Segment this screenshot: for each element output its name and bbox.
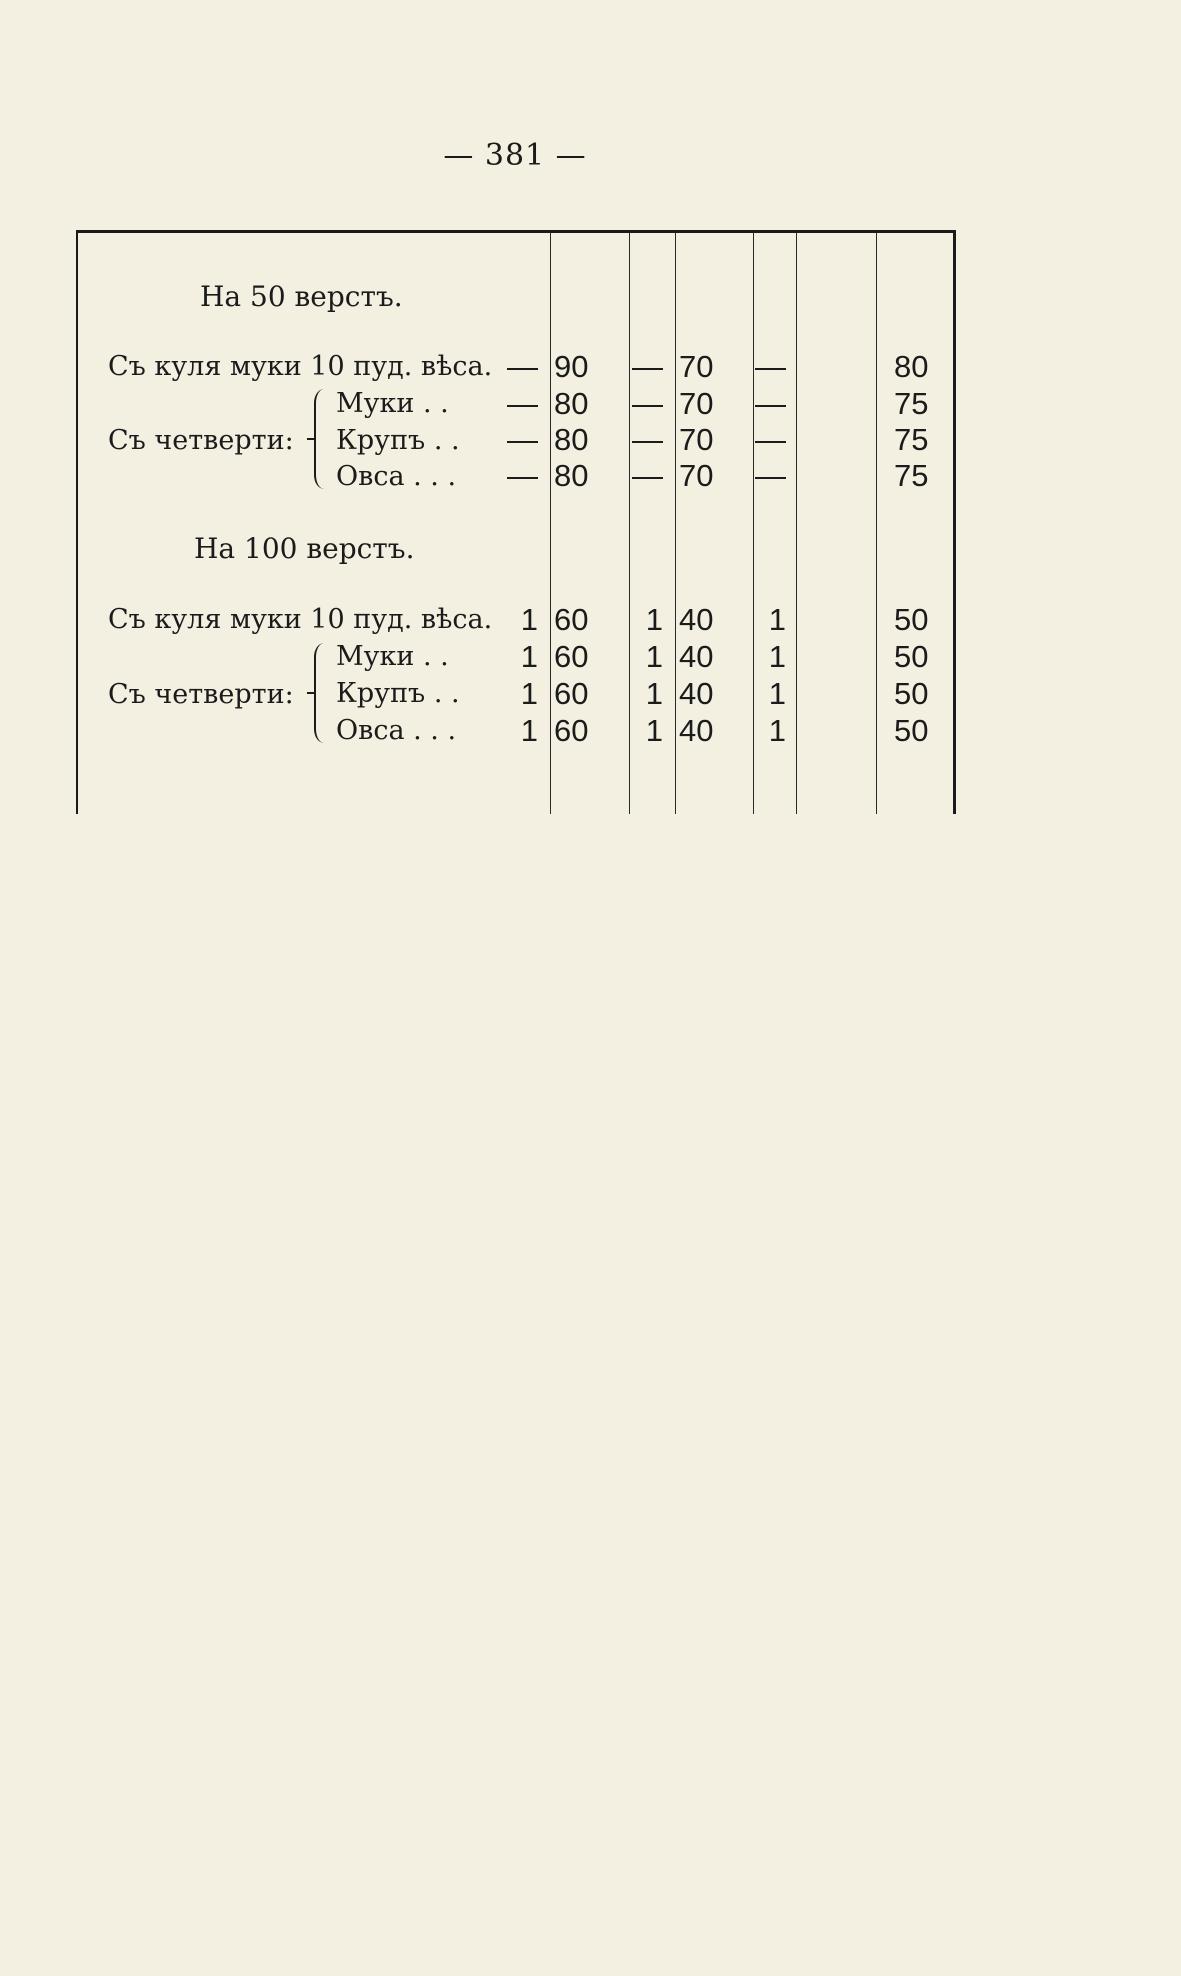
- table-cell: 1: [520, 602, 538, 637]
- section-title: На 100 верстъ.: [194, 532, 415, 565]
- table-cell: 1: [768, 639, 786, 674]
- price-table: [76, 230, 956, 814]
- table-cell: —: [632, 458, 663, 493]
- row-label: Овса . . .: [336, 715, 457, 746]
- table-cell: 80: [554, 422, 589, 457]
- table-cell: 75: [894, 458, 929, 493]
- table-cell: —: [755, 349, 786, 384]
- table-cell: 1: [520, 639, 538, 674]
- table-cell: 1: [645, 602, 663, 637]
- table-cell: —: [507, 349, 538, 384]
- table-cell: 70: [679, 386, 714, 421]
- page-number: — 381 —: [443, 138, 587, 173]
- table-cell: 80: [894, 349, 929, 384]
- table-cell: 80: [554, 458, 589, 493]
- table-cell: 1: [520, 713, 538, 748]
- column-divider: [550, 233, 551, 814]
- table-cell: 40: [679, 602, 714, 637]
- table-cell: 1: [768, 713, 786, 748]
- table-cell: —: [632, 349, 663, 384]
- group-brace: [314, 643, 326, 743]
- row-label: Крупъ . .: [336, 678, 460, 709]
- row-label: Муки . .: [336, 388, 449, 419]
- table-cell: 70: [679, 458, 714, 493]
- table-cell: —: [507, 422, 538, 457]
- table-cell: 70: [679, 422, 714, 457]
- table-cell: 50: [894, 676, 929, 711]
- table-cell: 1: [768, 602, 786, 637]
- table-cell: 60: [554, 639, 589, 674]
- table-cell: —: [632, 422, 663, 457]
- table-cell: —: [755, 386, 786, 421]
- table-cell: 1: [645, 713, 663, 748]
- table-cell: 90: [554, 349, 589, 384]
- column-divider: [796, 233, 797, 814]
- group-label: Съ четверти:: [108, 679, 294, 710]
- table-cell: 1: [768, 676, 786, 711]
- table-cell: 75: [894, 386, 929, 421]
- table-cell: 80: [554, 386, 589, 421]
- group-brace-tip: [307, 438, 315, 440]
- table-cell: 60: [554, 713, 589, 748]
- table-cell: 40: [679, 639, 714, 674]
- group-label: Съ четверти:: [108, 425, 294, 456]
- table-cell: 70: [679, 349, 714, 384]
- row-label: Овса . . .: [336, 461, 457, 492]
- section-title: На 50 верстъ.: [200, 280, 403, 313]
- table-cell: 60: [554, 602, 589, 637]
- row-label: Съ куля муки 10 пуд. вѣса.: [108, 351, 493, 382]
- column-divider: [876, 233, 877, 814]
- table-cell: —: [507, 458, 538, 493]
- table-cell: 1: [520, 676, 538, 711]
- column-divider: [675, 233, 676, 814]
- table-cell: 40: [679, 713, 714, 748]
- table-cell: 1: [645, 639, 663, 674]
- table-cell: 50: [894, 602, 929, 637]
- row-label: Муки . .: [336, 641, 449, 672]
- group-brace: [314, 389, 326, 489]
- table-cell: 50: [894, 639, 929, 674]
- table-cell: —: [507, 386, 538, 421]
- table-cell: 60: [554, 676, 589, 711]
- table-cell: 50: [894, 713, 929, 748]
- table-cell: 75: [894, 422, 929, 457]
- table-cell: 40: [679, 676, 714, 711]
- table-cell: —: [755, 422, 786, 457]
- group-brace-tip: [307, 692, 315, 694]
- row-label: Съ куля муки 10 пуд. вѣса.: [108, 604, 493, 635]
- table-cell: 1: [645, 676, 663, 711]
- row-label: Крупъ . .: [336, 425, 460, 456]
- table-cell: —: [755, 458, 786, 493]
- table-cell: —: [632, 386, 663, 421]
